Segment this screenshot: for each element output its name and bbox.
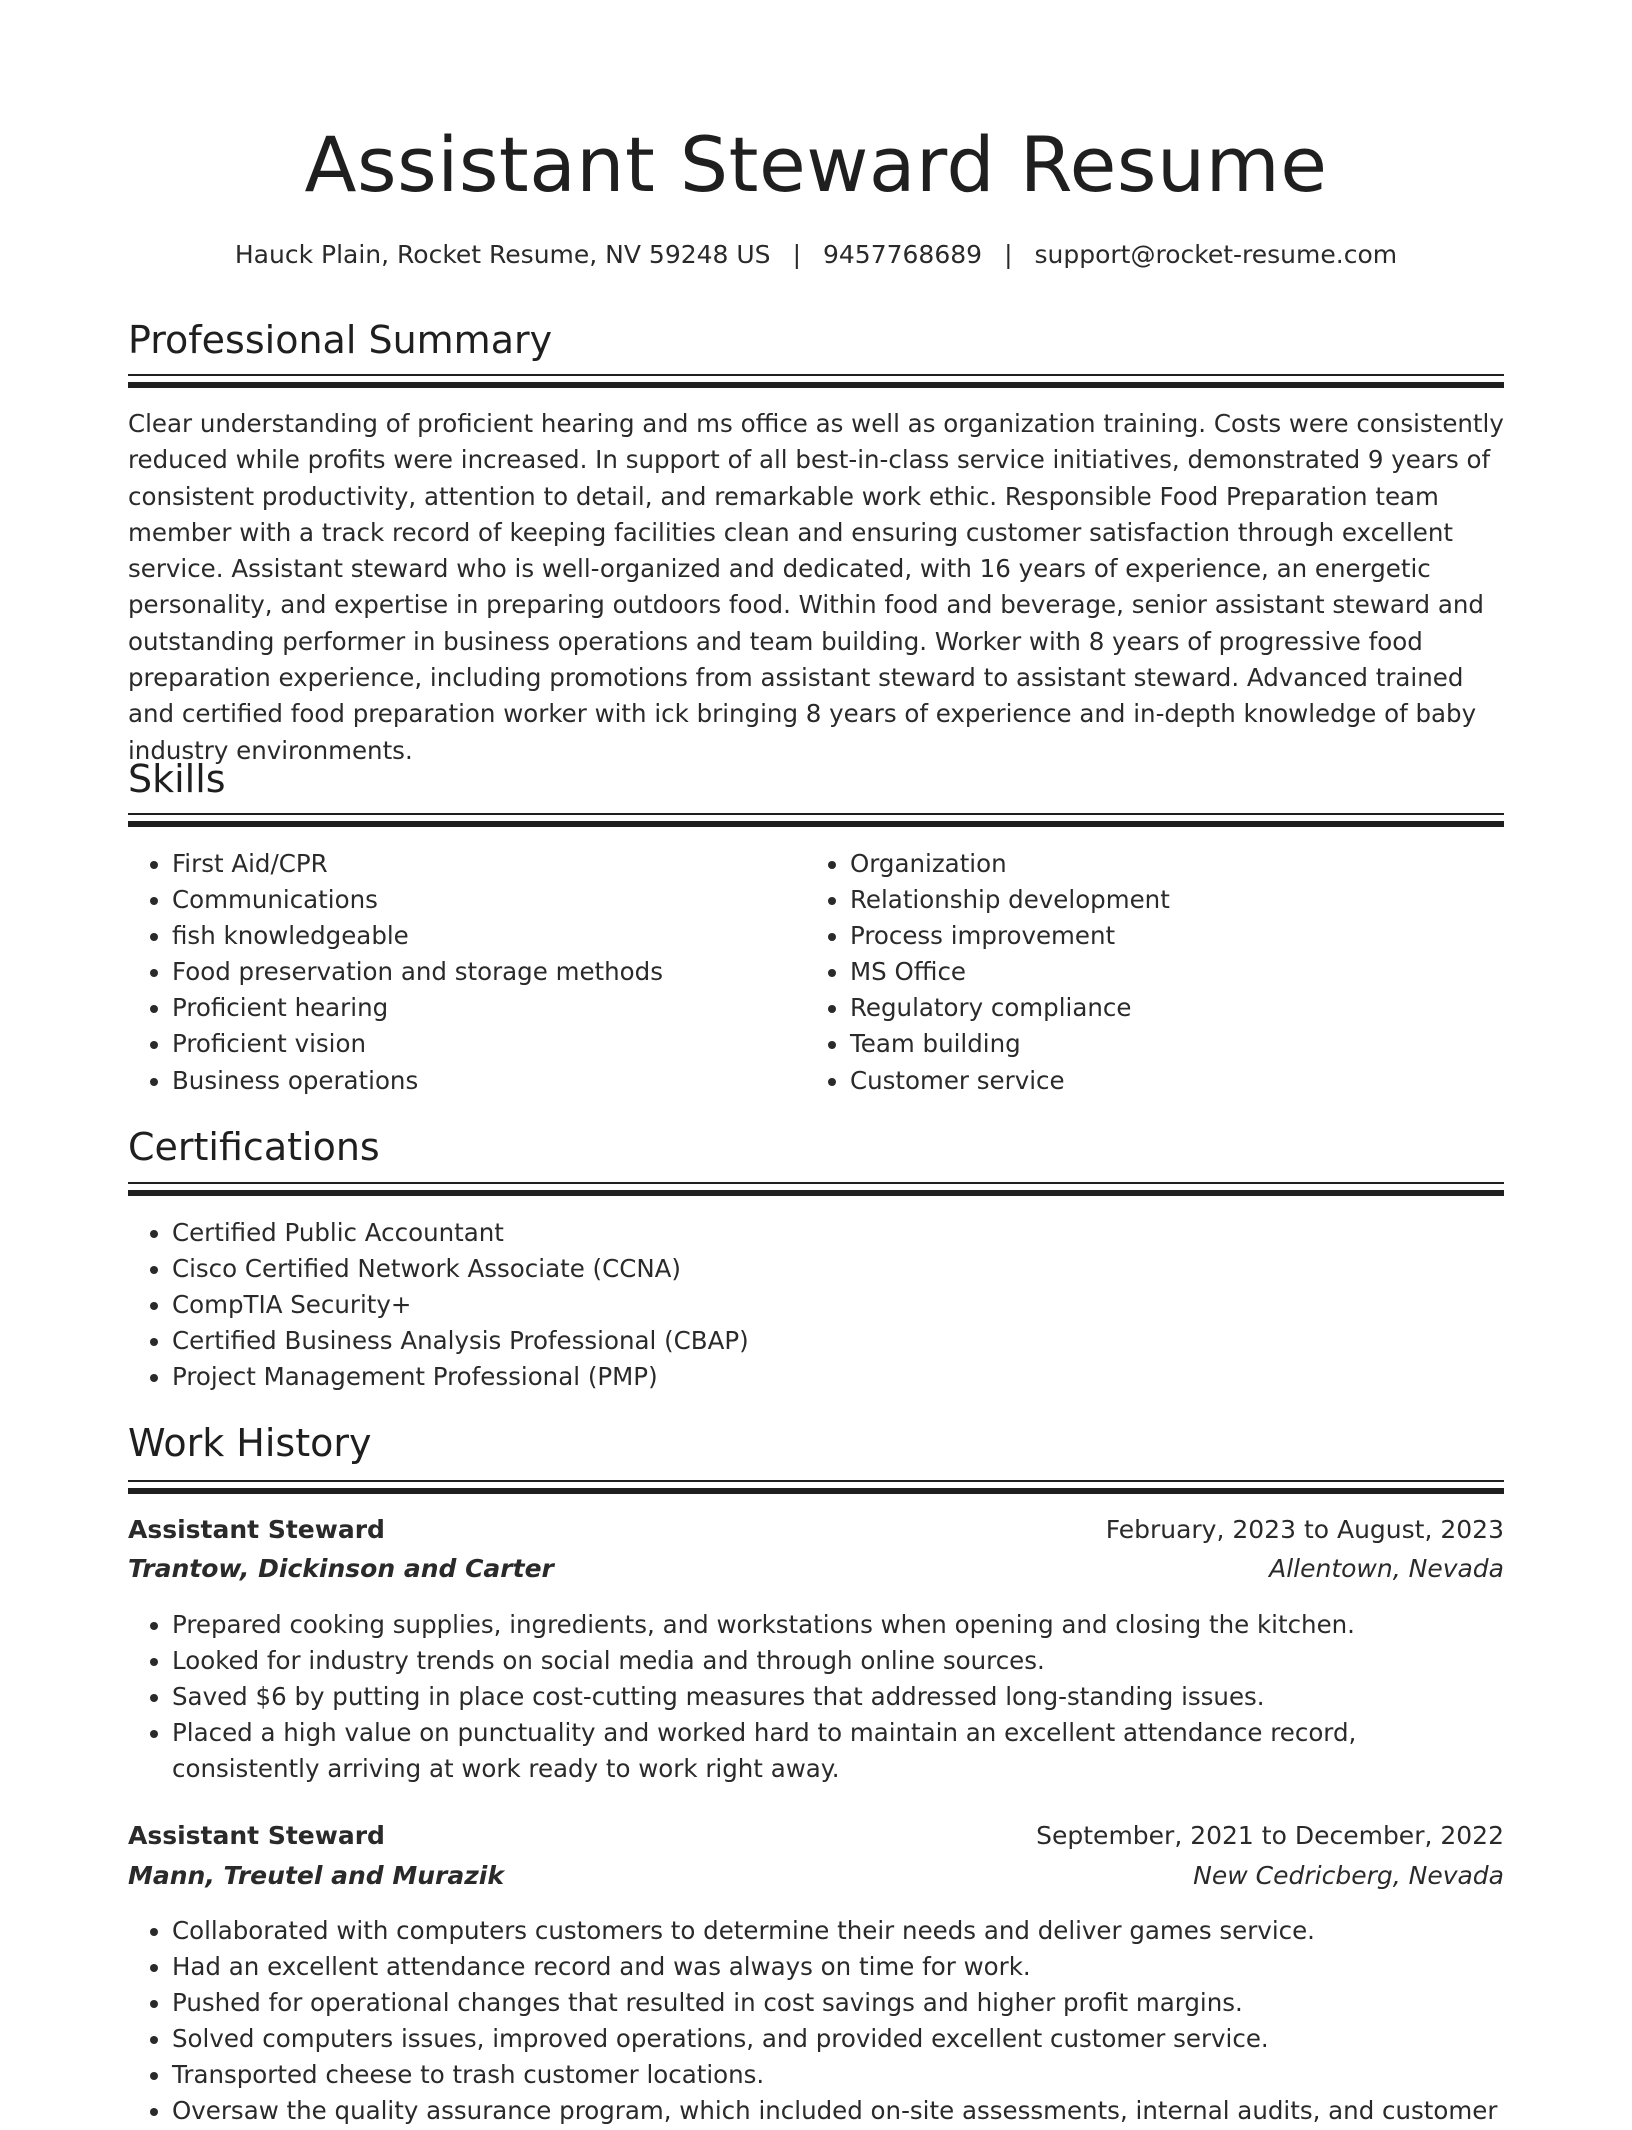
job-duty-item: • Solved computers issues, improved operations, and provided excellent customer service. (172, 2021, 1504, 2057)
job-duty-item: • Oversaw the quality assurance program, which included on-site assessments, internal audits, and customer (172, 2093, 1504, 2129)
skill-item: • Proficient vision (172, 1026, 808, 1062)
skill-item: • Organization (850, 846, 1486, 882)
certification-item: • Project Management Professional (PMP) (172, 1359, 1504, 1395)
job-dates: February, 2023 to August, 2023 (1105, 1515, 1504, 1544)
certification-item: • CompTIA Security+ (172, 1287, 1504, 1323)
section-heading-summary: Professional Summary (128, 318, 553, 362)
skill-item: • Team building (850, 1026, 1486, 1062)
job-company: Trantow, Dickinson and Carter (128, 1554, 554, 1583)
section-divider (128, 1182, 1504, 1196)
job-duties (128, 1913, 1504, 2130)
job-duty-item: • Looked for industry trends on social media and through online sources. (172, 1643, 1504, 1679)
certification-item: • Cisco Certified Network Associate (CCNA) (172, 1251, 1504, 1287)
job-dates: September, 2021 to December, 2022 (1036, 1821, 1504, 1850)
certification-item: • Certified Public Accountant (172, 1215, 1504, 1251)
contact-address: Hauck Plain, Rocket Resume, NV 59248 US (234, 240, 771, 269)
skills-right-column (806, 846, 1486, 1099)
job-header (128, 1515, 1504, 1544)
job-duties (128, 1607, 1504, 1787)
contact-email: support@rocket-resume.com (1034, 240, 1398, 269)
job-duty-item: • Pushed for operational changes that resulted in cost savings and higher profit margins. (172, 1985, 1504, 2021)
certifications-list (128, 1215, 1504, 1395)
job-duty-item: • Prepared cooking supplies, ingredients, and workstations when opening and closing the kitchen. (172, 1607, 1504, 1643)
job-duty-item: • Collaborated with computers customers to determine their needs and deliver games service. (172, 1913, 1504, 1949)
contact-line (0, 240, 1632, 269)
skill-item: • Food preservation and storage methods (172, 954, 808, 990)
section-divider (128, 1480, 1504, 1494)
job-subheader (128, 1554, 1504, 1583)
job-location: New Cedricberg, Nevada (1193, 1861, 1504, 1890)
resume-title: Assistant Steward Resume (304, 120, 1328, 209)
job-duty-item: • Saved $6 by putting in place cost-cutting measures that addressed long-standing issues. (172, 1679, 1504, 1715)
skill-item: • First Aid/CPR (172, 846, 808, 882)
job-location: Allentown, Nevada (1269, 1554, 1504, 1583)
job-title: Assistant Steward (128, 1515, 385, 1544)
job-title: Assistant Steward (128, 1821, 385, 1850)
skill-item: • Relationship development (850, 882, 1486, 918)
skill-item: • Process improvement (850, 918, 1486, 954)
skill-item: • Communications (172, 882, 808, 918)
contact-separator: | (1004, 240, 1013, 269)
job-duty-item: • Had an excellent attendance record and was always on time for work. (172, 1949, 1504, 1985)
section-heading-skills: Skills (128, 757, 226, 801)
summary-text: Clear understanding of proficient hearing and ms office as well as organization training. Costs were consistently reduced while profits were increased. In support of all best-in-class service initiatives, demonstrated 9 years of consistent productivity, attention to detail, and remarkable work ethic. Responsible Food Preparation team member with a track record of keeping facilities clean and ensuring customer satisfaction through excellent service. Assistant steward who is well-organized and dedicated, with 16 years of experience, an energetic personality, and expertise in preparing outdoors food. Within food and beverage, senior assistant steward and outstanding performer in business operations and team building. Worker with 8 years of progressive food preparation experience, including promotions from assistant steward to assistant steward. Advanced trained and certified food preparation worker with ick bringing 8 years of experience and in-depth knowledge of baby industry environments. (128, 409, 1504, 765)
job-header (128, 1821, 1504, 1850)
job-duty-item: • Placed a high value on punctuality and worked hard to maintain an excellent attendance record, consistently arriving at work ready to work right away. (172, 1715, 1504, 1787)
job-subheader (128, 1861, 1504, 1890)
section-heading-certifications: Certifications (128, 1125, 380, 1169)
section-heading-work-history: Work History (128, 1421, 372, 1465)
skill-item: • Proficient hearing (172, 990, 808, 1026)
contact-separator: | (792, 240, 801, 269)
skill-item: • MS Office (850, 954, 1486, 990)
skill-item: • Business operations (172, 1063, 808, 1099)
skills-left-column (128, 846, 808, 1099)
skill-item: • fish knowledgeable (172, 918, 808, 954)
skill-item: • Customer service (850, 1063, 1486, 1099)
job-duty-item: • Transported cheese to trash customer locations. (172, 2057, 1504, 2093)
skill-item: • Regulatory compliance (850, 990, 1486, 1026)
contact-phone: 9457768689 (823, 240, 983, 269)
section-divider (128, 813, 1504, 827)
job-company: Mann, Treutel and Murazik (128, 1861, 505, 1890)
certification-item: • Certified Business Analysis Professional (CBAP) (172, 1323, 1504, 1359)
section-divider (128, 374, 1504, 388)
